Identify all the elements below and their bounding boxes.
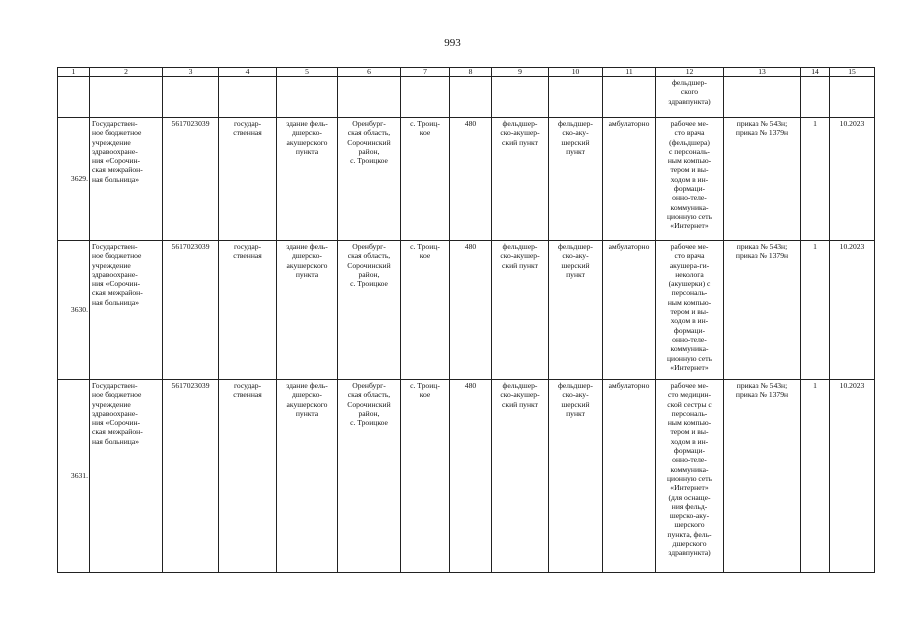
header-cell: 2	[90, 68, 163, 77]
ownership-cell: государ- ственная	[219, 118, 277, 241]
organization-cell: Государствен- ное бюджетное учреждение здравоохране- ния «Сорочин- ская межрайон- ная больница»	[90, 241, 163, 380]
page-number: 993	[444, 37, 461, 49]
header-row	[58, 68, 875, 77]
unit-type-cell: фельдшер- ско-акушер- ский пункт	[492, 241, 549, 380]
unit-type-cell: фельдшер- ско-акушер- ский пункт	[492, 118, 549, 241]
locality-cell: с. Троиц- кое	[401, 118, 450, 241]
inn-cell: 5617023039	[163, 241, 219, 380]
ownership-cell: государ- ственная	[219, 241, 277, 380]
header-cell: 14	[801, 68, 830, 77]
header-cell: 15	[830, 68, 875, 77]
header-cell: 3	[163, 68, 219, 77]
organization-cell: Государствен- ное бюджетное учреждение здравоохране- ния «Сорочин- ская межрайон- ная больница»	[90, 380, 163, 573]
ownership-cell: государ- ственная	[219, 380, 277, 573]
row-number: 3631.	[58, 380, 90, 573]
care-cell: амбулаторно	[603, 118, 656, 241]
header-cell: 1	[58, 68, 90, 77]
locality-cell: с. Троиц- кое	[401, 380, 450, 573]
quantity-cell: 1	[801, 118, 830, 241]
building-cell: здание фель- дшерско- акушерского пункта	[277, 241, 338, 380]
order-cell: приказ № 543н; приказ № 1379н	[724, 118, 801, 241]
population-cell: 480	[450, 241, 492, 380]
table-row	[58, 241, 875, 380]
registry-table	[57, 67, 875, 573]
continuation-row	[58, 77, 875, 118]
header-cell: 13	[724, 68, 801, 77]
date-cell: 10.2023	[830, 380, 875, 573]
row-number: 3630.	[58, 241, 90, 380]
population-cell: 480	[450, 380, 492, 573]
order-cell: приказ № 543н; приказ № 1379н	[724, 241, 801, 380]
locality-cell: с. Троиц- кое	[401, 241, 450, 380]
order-cell: приказ № 543н; приказ № 1379н	[724, 380, 801, 573]
unit-name-cell: фельдшер- ско-аку- шерский пункт	[549, 118, 603, 241]
workplace-cell: фельдшер- ского здравпункта)	[656, 77, 724, 118]
header-cell: 11	[603, 68, 656, 77]
workplace-cell: рабочее ме- сто врача (фельдшера) с персональ- ным компью- тером и вы- ходом в ин- формаци- онно-теле- коммуника- ционную сеть «Интернет»	[656, 118, 724, 241]
unit-name-cell: фельдшер- ско-аку- шерский пункт	[549, 241, 603, 380]
inn-cell: 5617023039	[163, 118, 219, 241]
header-cell: 10	[549, 68, 603, 77]
header-cell: 9	[492, 68, 549, 77]
building-cell: здание фель- дшерско- акушерского пункта	[277, 380, 338, 573]
address-cell: Оренбург- ская область, Сорочинский район, с. Троицкое	[338, 380, 401, 573]
organization-cell: Государствен- ное бюджетное учреждение здравоохране- ния «Сорочин- ская межрайон- ная больница»	[90, 118, 163, 241]
table-row	[58, 380, 875, 573]
workplace-cell: рабочее ме- сто врача акушера-ги- неколога (акушерки) с персональ- ным компью- тером и вы- ходом в ин- формаци- онно-теле- коммуника- ционную сеть «Интернет»	[656, 241, 724, 380]
address-cell: Оренбург- ская область, Сорочинский район, с. Троицкое	[338, 118, 401, 241]
population-cell: 480	[450, 118, 492, 241]
header-cell: 5	[277, 68, 338, 77]
quantity-cell: 1	[801, 380, 830, 573]
inn-cell: 5617023039	[163, 380, 219, 573]
workplace-cell: рабочее ме- сто медицин- ской сестры с персональ- ным компью- тером и вы- ходом в ин- формаци- онно-теле- коммуника- ционную сеть «Интернет» (для оснаще- ния фельд- шерско-аку- шерского пункта, фель- дшерского здравпункта)	[656, 380, 724, 573]
table-row	[58, 118, 875, 241]
header-cell: 6	[338, 68, 401, 77]
care-cell: амбулаторно	[603, 241, 656, 380]
header-cell: 12	[656, 68, 724, 77]
building-cell: здание фель- дшерско- акушерского пункта	[277, 118, 338, 241]
header-cell: 4	[219, 68, 277, 77]
header-cell: 8	[450, 68, 492, 77]
unit-name-cell: фельдшер- ско-аку- шерский пункт	[549, 380, 603, 573]
header-cell: 7	[401, 68, 450, 77]
address-cell: Оренбург- ская область, Сорочинский район, с. Троицкое	[338, 241, 401, 380]
care-cell: амбулаторно	[603, 380, 656, 573]
row-number: 3629.	[58, 118, 90, 241]
unit-type-cell: фельдшер- ско-акушер- ский пункт	[492, 380, 549, 573]
date-cell: 10.2023	[830, 118, 875, 241]
date-cell: 10.2023	[830, 241, 875, 380]
quantity-cell: 1	[801, 241, 830, 380]
